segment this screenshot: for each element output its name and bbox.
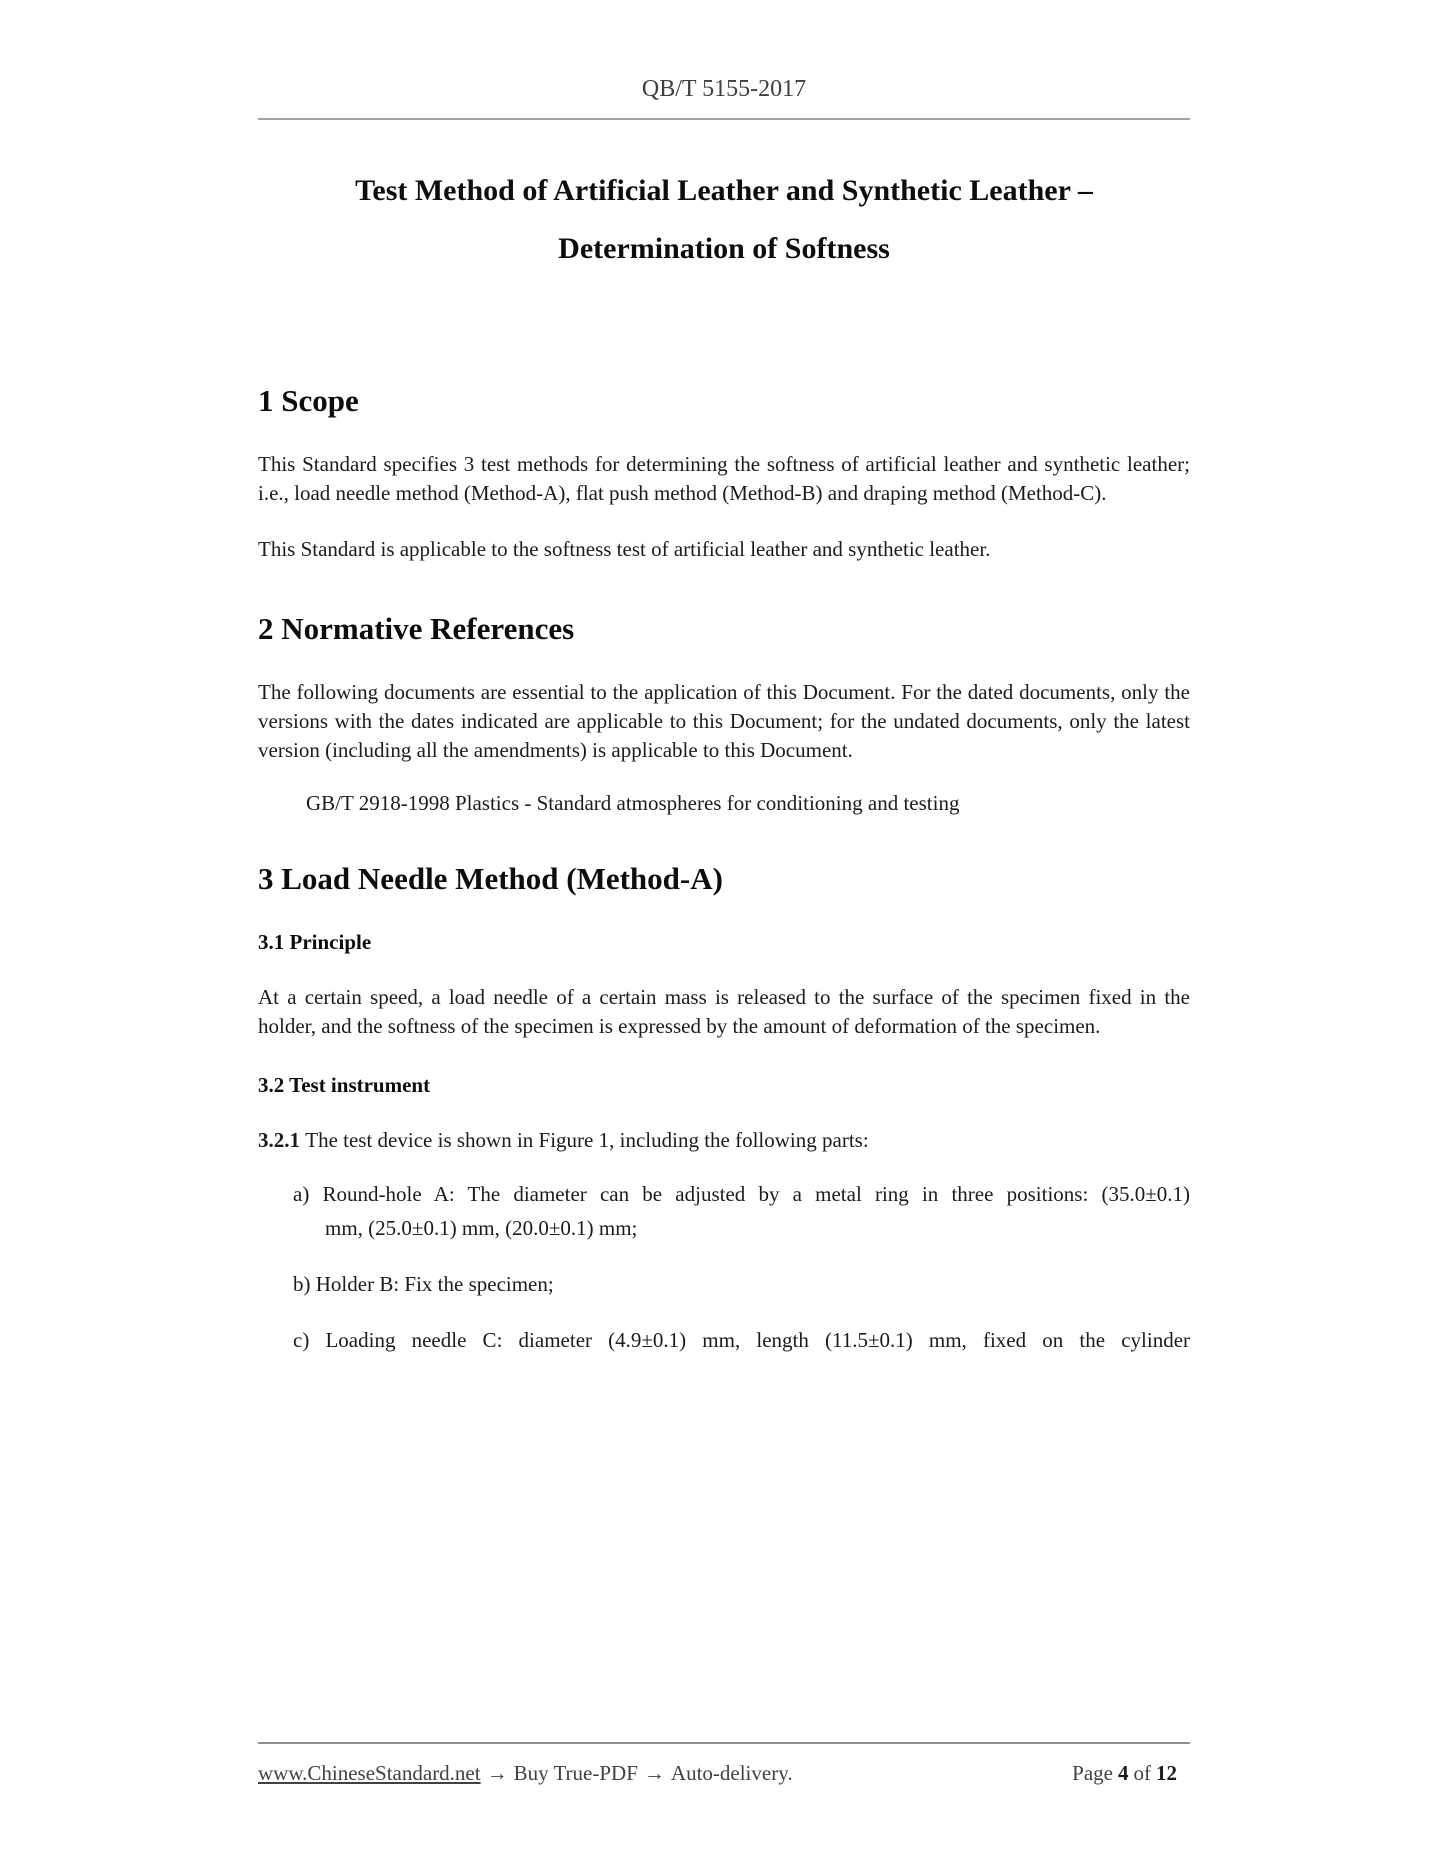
normative-reference-entry: GB/T 2918-1998 Plastics - Standard atmospheres for conditioning and testing bbox=[306, 791, 960, 815]
normative-paragraph: The following documents are essential to the application of this Document. For the dated documents, only the versions with the dates indicated are applicable to this Document; for the undated documents, only the latest version (including all the amendments) is applicable to this Document. bbox=[258, 680, 1190, 762]
footer-page-number: 4 bbox=[1118, 1761, 1129, 1785]
document-content bbox=[258, 0, 1190, 1357]
header-divider bbox=[258, 118, 1190, 120]
footer-total-pages: 12 bbox=[1156, 1761, 1177, 1785]
doc-title-line2: Determination of Softness bbox=[558, 232, 890, 265]
list-item-a-text: Round-hole A: The diameter can be adjusted by a metal ring in three positions: (35.0±0.1) bbox=[322, 1182, 1190, 1206]
list-item-a bbox=[258, 1177, 1190, 1245]
list-item-c-text: Loading needle C: diameter (4.9±0.1) mm, length (11.5±0.1) mm, fixed on the cylinder bbox=[325, 1328, 1191, 1352]
principle-paragraph: At a certain speed, a load needle of a certain mass is released to the surface of the specimen fixed in the holder, and the softness of the specimen is expressed by the amount of deformation of the specimen. bbox=[258, 985, 1190, 1038]
footer-buy-text: Buy True-PDF bbox=[513, 1761, 638, 1785]
list-item-b-text: Holder B: Fix the specimen; bbox=[315, 1272, 554, 1296]
footer-arrow-icon-1: → bbox=[486, 1761, 508, 1785]
subsection-heading-principle: 3.1 Principle bbox=[258, 930, 372, 954]
footer-arrow-icon-2: → bbox=[643, 1761, 665, 1785]
list-item-c-line1 bbox=[293, 1323, 1190, 1357]
footer-divider bbox=[258, 1742, 1190, 1744]
footer-left bbox=[258, 1761, 793, 1786]
list-item-c bbox=[258, 1323, 1190, 1357]
list-item-a-line2: mm, (25.0±0.1) mm, (20.0±0.1) mm; bbox=[325, 1216, 638, 1240]
scope-paragraph-1: This Standard specifies 3 test methods for determining the softness of artificial leather and synthetic leather; i.e., load needle method (Method-A), flat push method (Method-B) and draping method (Method-C). bbox=[258, 452, 1190, 505]
footer-of-label: of bbox=[1133, 1761, 1151, 1785]
doc-title bbox=[258, 162, 1190, 278]
doc-title-line1: Test Method of Artificial Leather and Synthetic Leather – bbox=[355, 174, 1093, 207]
section-heading-load-needle-method: 3 Load Needle Method (Method-A) bbox=[258, 861, 723, 896]
device-clause-number: 3.2.1 bbox=[258, 1128, 300, 1152]
list-item-a-line1 bbox=[293, 1177, 1190, 1211]
device-clause-text: The test device is shown in Figure 1, including the following parts: bbox=[305, 1128, 869, 1152]
section-heading-scope: 1 Scope bbox=[258, 383, 359, 418]
scope-paragraph-2: This Standard is applicable to the softness test of artificial leather and synthetic leather. bbox=[258, 537, 991, 561]
list-item-b bbox=[258, 1267, 1190, 1301]
footer-website-link[interactable]: www.ChineseStandard.net bbox=[258, 1761, 481, 1785]
list-item-c-label: c) bbox=[293, 1328, 310, 1352]
device-paragraph bbox=[258, 1126, 1190, 1155]
footer-delivery-text: Auto-delivery. bbox=[670, 1761, 793, 1785]
footer-page-label: Page bbox=[1072, 1761, 1113, 1785]
page-footer bbox=[258, 1742, 1190, 1786]
header-doc-number: QB/T 5155-2017 bbox=[641, 76, 807, 102]
subsection-heading-test-instrument: 3.2 Test instrument bbox=[258, 1073, 431, 1097]
list-item-b-label: b) bbox=[293, 1272, 311, 1296]
footer-page-indicator bbox=[1072, 1761, 1190, 1786]
list-item-a-label: a) bbox=[293, 1182, 310, 1206]
footer-row bbox=[258, 1761, 1190, 1786]
section-heading-normative-references: 2 Normative References bbox=[258, 611, 575, 646]
list-item-b-line1 bbox=[293, 1267, 1190, 1301]
